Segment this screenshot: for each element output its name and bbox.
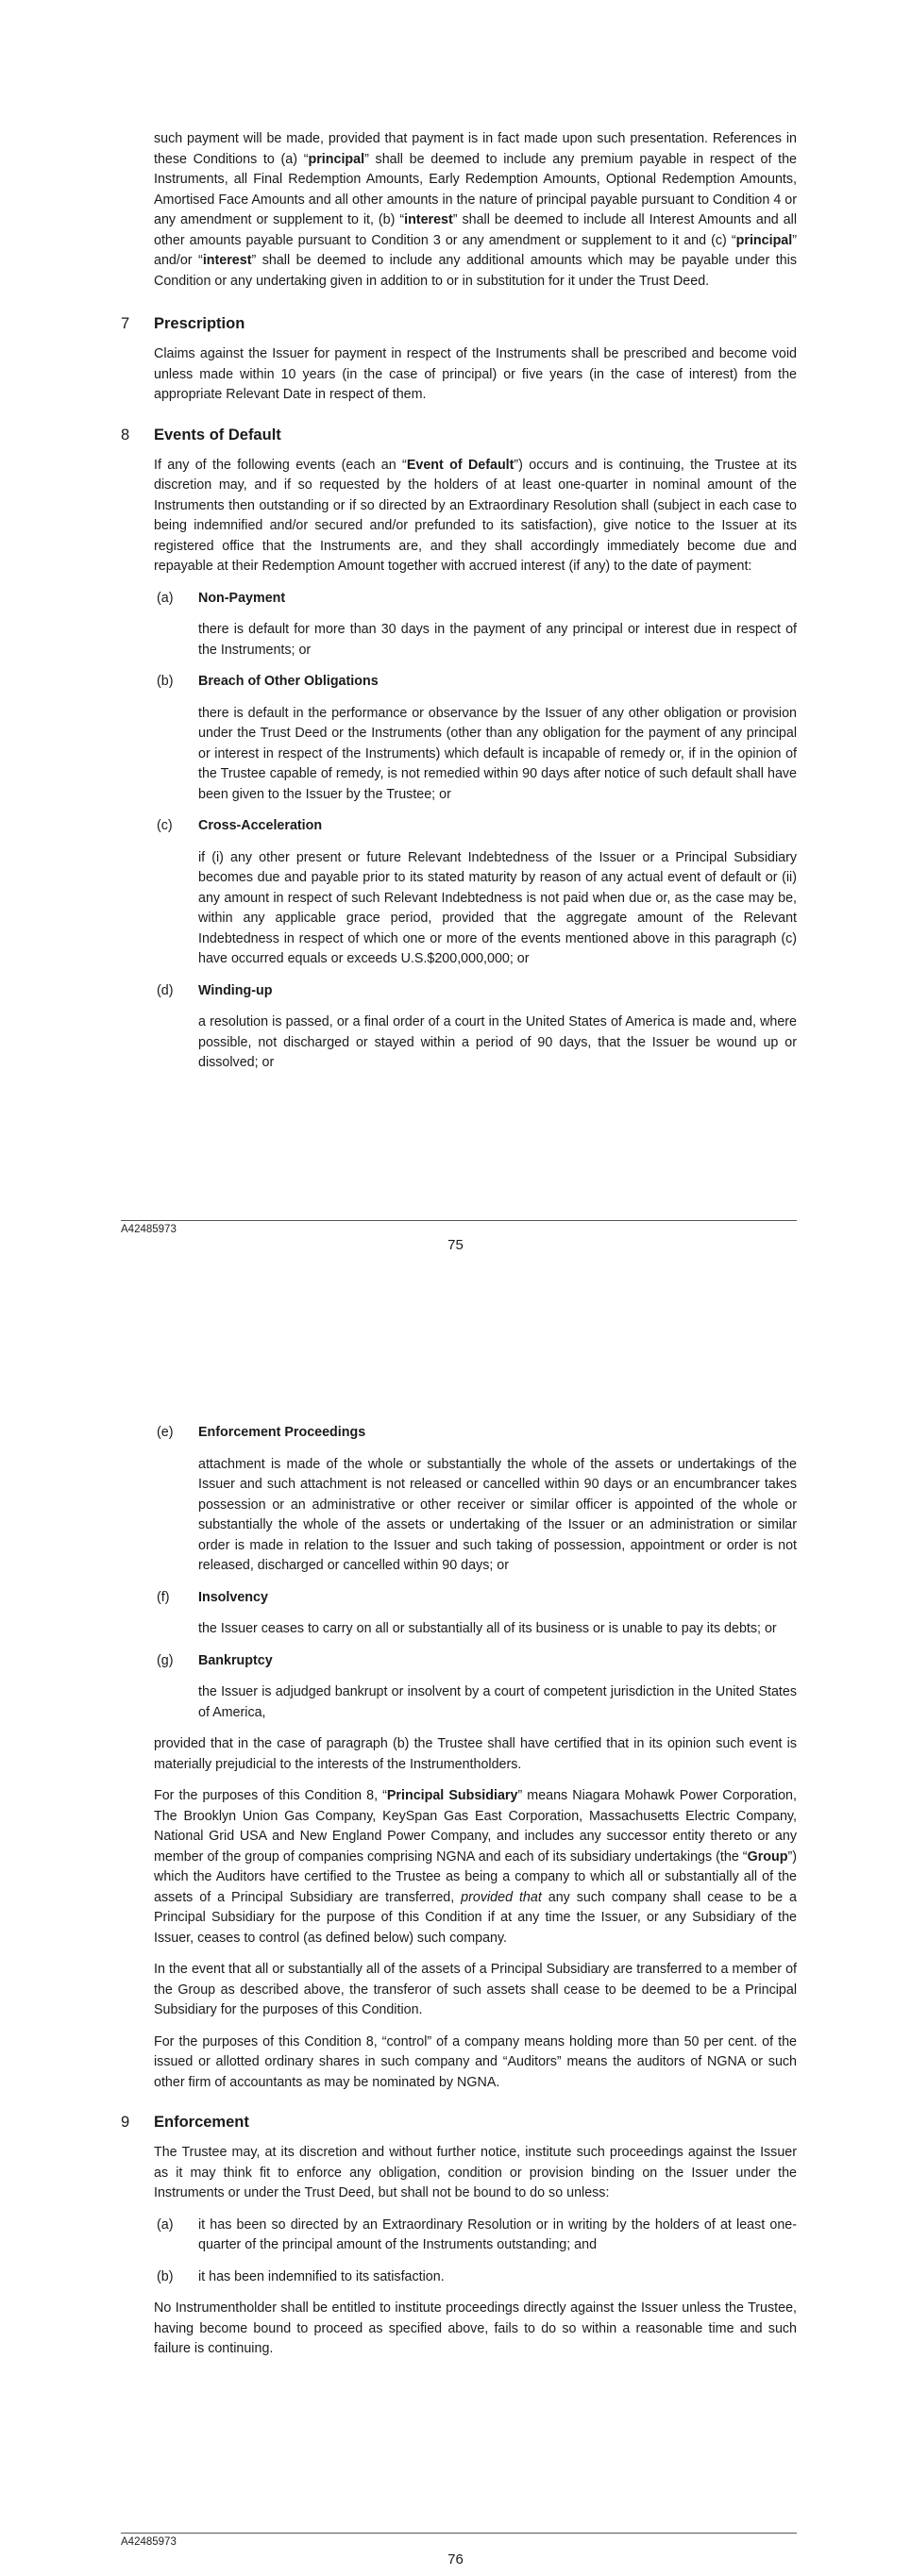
section-8-text: If any of the following events (each an “Event of Default”) occurs and is continuing, the Trustee at its discretion may, and if so requested by the holders of at least one-quarter in nominal amount of the Instruments then outstanding or if so directed by an Extraordinary Resolution shall (subject in each case to being indemnified and/or secured and/or prefunded to its satisfaction), give notice to the Issuer at its registered office that the Instruments are, and they shall accordingly immediately become due and repayable at their Redemption Amount together with accrued interest (if any) to the date of payment: [154, 457, 797, 574]
event-item-f [154, 1588, 797, 1640]
enforcement-item-a [154, 2216, 797, 2256]
section-title: Events of Default [154, 426, 281, 443]
event-item-a [154, 589, 797, 661]
section-7-text: Claims against the Issuer for payment in respect of the Instruments shall be prescribed and become void unless made within 10 years (in the case of principal) or five years (in the case of interest) from the appropriate Relevant Date in respect of them. [154, 346, 797, 402]
item-heading: Non-Payment [198, 590, 286, 606]
section-number: 8 [121, 426, 130, 443]
item-text: if (i) any other present or future Relevant Indebtedness of the Issuer or a Principal Subsidiary becomes due and payable prior to its stated maturity by reason of any actual event of default or (ii) any amount in respect of such Relevant Indebtedness is not paid when due or, as the case may be, within any applicable grace period, provided that the aggregate amount of the Relevant Indebtedness in respect of which one or more of the events mentioned above in this paragraph (c) have occurred equals or exceeds U.S.$200,000,000; or [198, 849, 797, 966]
item-label: (b) [157, 2268, 174, 2284]
transfer-paragraph: In the event that all or substantially all of the assets of a Principal Subsidiary are transferred to a member of the Group as described above, the transferor of such assets shall cease to be deemed to be a Principal Subsidiary for the purposes of this Condition. [154, 1962, 797, 2017]
proviso-paragraph: provided that in the case of paragraph (b) the Trustee shall have certified that in its opinion such event is materially prejudicial to the interests of the Instrumentholders. [154, 1736, 797, 1772]
event-item-e [154, 1423, 797, 1577]
section-title: Prescription [154, 315, 245, 332]
document-reference: A42485973 [121, 2536, 177, 2548]
section-number: 9 [121, 2114, 130, 2131]
section-9-text: The Trustee may, at its discretion and without further notice, institute such proceedings against the Issuer as it may think fit to enforce any obligation, condition or provision binding on the Issuer under the Instruments or under the Trust Deed, but shall not be bound to do so unless: [154, 2145, 797, 2200]
item-heading: Bankruptcy [198, 1652, 273, 1668]
event-item-b [154, 672, 797, 805]
item-heading: Enforcement Proceedings [198, 1425, 366, 1440]
page-number: 75 [447, 1237, 464, 1253]
footer-rule [121, 2533, 797, 2534]
principal-subsidiary-paragraph: For the purposes of this Condition 8, “Principal Subsidiary” means Niagara Mohawk Power Corporation, The Brooklyn Union Gas Company, KeySpan Gas East Corporation, Massachusetts Electric Company, National Grid USA and New England Power Company, and includes any successor entity thereto or any member of the group of companies comprising NGNA and each of its subsidiary undertakings (the “Group”) which the Auditors have certified to the Trustee as being a company to which all or substantially all of the assets of a Principal Subsidiary are transferred, provided that any such company shall cease to be a Principal Subsidiary for the purpose of this Condition if at any time the Issuer, or any Subsidiary of the Issuer, ceases to control (as defined below) such company. [154, 1788, 797, 1946]
item-label: (g) [157, 1652, 174, 1668]
item-text: a resolution is passed, or a final order of a court in the United States of America is made and, where possible, not discharged or stayed within a period of 90 days, that the Issuer be wound up or dissolved; or [198, 1014, 797, 1070]
item-label: (a) [157, 590, 174, 606]
page-number: 76 [447, 2551, 464, 2568]
item-text: attachment is made of the whole or substantially the whole of the assets or undertakings of the Issuer and such attachment is not released or cancelled within 90 days or an encumbrancer takes possession or an administrative or other receiver or similar officer is appointed of the whole or substantially the whole of the assets or undertaking of the Issuer or an administration or similar order is made in relation to the Issuer and such taking of possession, appointment or order is not released, discharged or cancelled within 90 days; or [198, 1456, 797, 1573]
control-paragraph: For the purposes of this Condition 8, “control” of a company means holding more than 50 per cent. of the issued or allotted ordinary shares in such company and “Auditors” means the auditors of NGNA or such other firm of accountants as may be nominated by NGNA. [154, 2033, 797, 2090]
item-label: (b) [157, 674, 174, 689]
page-76-content [121, 1423, 797, 2371]
item-label: (a) [157, 2216, 174, 2233]
item-text: it has been so directed by an Extraordinary Resolution or in writing by the holders of at least one-quarter of the principal amount of the Instruments outstanding; and [198, 2216, 797, 2252]
item-text: the Issuer ceases to carry on all or substantially all of its business or is unable to pay its debts; or [198, 1621, 777, 1636]
document-reference: A42485973 [121, 1224, 177, 1235]
item-heading: Insolvency [198, 1589, 268, 1605]
closing-paragraph: No Instrumentholder shall be entitled to institute proceedings directly against the Issuer unless the Trustee, having become bound to proceed as specified above, fails to do so within a reasonable time and such failure is continuing. [154, 2300, 797, 2356]
section-9-heading [121, 2110, 797, 2134]
section-7-heading [121, 311, 797, 336]
enforcement-item-b [154, 2267, 797, 2288]
item-text: it has been indemnified to its satisfaction. [198, 2268, 445, 2284]
item-text: there is default in the performance or observance by the Issuer of any other obligation or provision under the Trust Deed or the Instruments (other than any obligation for the payment of any principal or interest in respect of the Instruments) which default is incapable of remedy or, if in the opinion of the Trustee capable of remedy, is not remedied within 90 days after notice of such default shall have been given to the Issuer by the Trustee; or [198, 705, 797, 802]
event-item-g [154, 1651, 797, 1724]
page-76 [0, 1288, 911, 2576]
footer-rule [121, 1220, 797, 1221]
page-75-content [121, 129, 798, 1085]
section-number: 7 [121, 315, 130, 332]
item-heading: Cross-Acceleration [198, 818, 323, 833]
item-text: there is default for more than 30 days in the payment of any principal or interest due in respect of the Instruments; or [198, 622, 797, 658]
section-title: Enforcement [154, 2114, 249, 2131]
item-label: (c) [157, 818, 173, 833]
intro-paragraph: such payment will be made, provided that payment is in fact made upon such presentation. References in these Conditions to (a) “principal” shall be deemed to include any premium payable in respect of the Instruments, all Final Redemption Amounts, Early Redemption Amounts, Optional Redemption Amounts, Amortised Face Amounts and all other amounts in the nature of principal payable pursuant to Condition 4 or any amendment or supplement to it, (b) “interest” shall be deemed to include all Interest Amounts and all other amounts payable pursuant to Condition 3 or any amendment or supplement to it and (c) “principal” and/or “interest” shall be deemed to include any additional amounts which may be payable under this Condition or any undertaking given in addition to or in substitution for it under the Trust Deed. [154, 131, 798, 289]
item-label: (f) [157, 1589, 170, 1605]
item-text: the Issuer is adjudged bankrupt or insolvent by a court of competent jurisdiction in the United States of America, [198, 1684, 797, 1720]
item-label: (e) [157, 1425, 174, 1440]
item-heading: Winding-up [198, 982, 273, 998]
item-label: (d) [157, 982, 174, 998]
event-item-c [154, 816, 797, 970]
item-heading: Breach of Other Obligations [198, 674, 379, 689]
section-8-heading [121, 423, 797, 447]
event-item-d [154, 981, 797, 1074]
